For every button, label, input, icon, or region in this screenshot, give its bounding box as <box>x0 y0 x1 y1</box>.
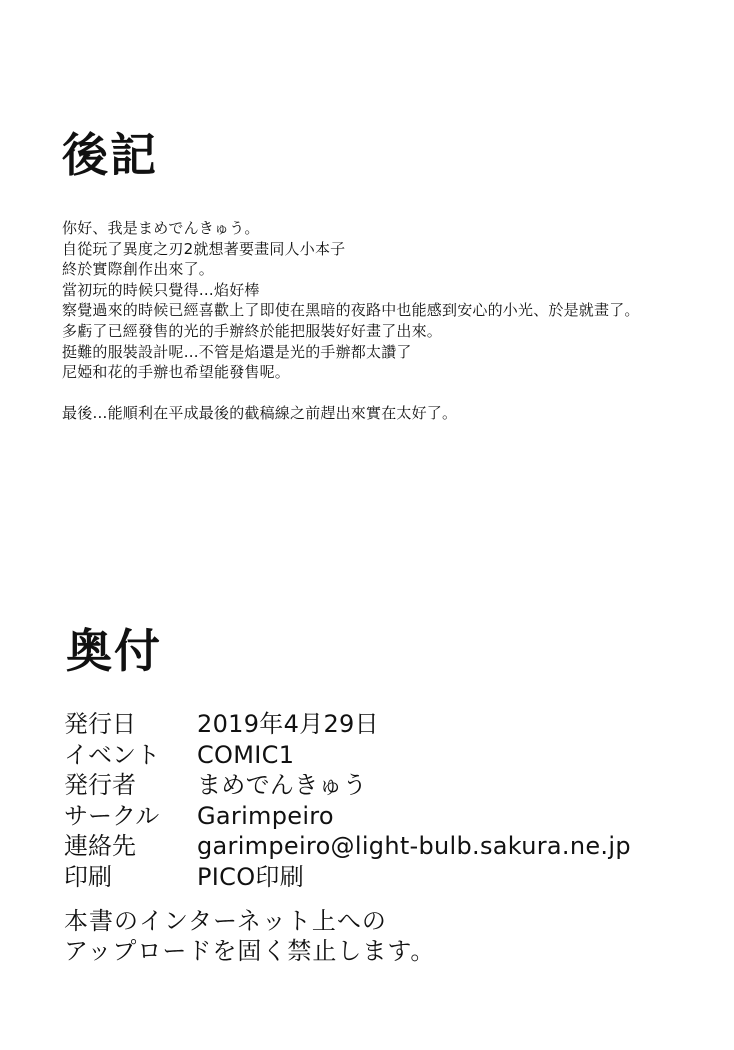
colophon-value: Garimpeiro <box>197 801 334 830</box>
notice-line: 本書のインターネット上への <box>64 907 387 935</box>
afterword-line: 察覺過來的時候已經喜歡上了即使在黑暗的夜路中也能感到安心的小光、於是就畫了。 <box>62 301 640 320</box>
colophon-value: PICO印刷 <box>197 862 304 891</box>
afterword-line: 多虧了已經發售的光的手辦終於能把服裝好好畫了出來。 <box>62 321 443 340</box>
afterword-line: 你好、我是まめでんきゅう。 <box>62 219 260 237</box>
afterword-body <box>62 218 722 424</box>
afterword-line: 最後…能順利在平成最後的截稿線之前趕出來實在太好了。 <box>62 404 458 423</box>
colophon-label: 印刷 <box>64 862 112 891</box>
colophon-value: garimpeiro@light-bulb.sakura.ne.jp <box>197 832 631 860</box>
colophon-label: 連絡先 <box>64 832 136 860</box>
colophon-row-printer <box>64 862 684 893</box>
colophon-row-publisher <box>64 770 684 801</box>
colophon-label: 発行者 <box>64 771 136 799</box>
colophon-row-circle <box>64 801 684 832</box>
afterword-line: 終於實際創作出來了。 <box>62 260 215 279</box>
afterword-blank-line <box>62 383 722 404</box>
afterword-line: 尼婭和花的手辦也希望能發售呢。 <box>62 363 291 382</box>
colophon-value: 2019年4月29日 <box>197 710 379 738</box>
colophon-value: まめでんきゅう <box>197 771 368 799</box>
colophon-table <box>64 709 684 892</box>
colophon-label: 発行日 <box>64 710 136 738</box>
afterword-line: 當初玩的時候只覺得…焰好棒 <box>62 280 260 299</box>
colophon-row-event <box>64 740 684 771</box>
colophon-row-release-date <box>64 709 684 740</box>
afterword-line: 自從玩了異度之刃2就想著要畫同人小本子 <box>62 239 346 258</box>
colophon-label: イベント <box>64 740 160 769</box>
colophon-label: サークル <box>64 801 160 830</box>
upload-prohibition-notice <box>64 906 435 966</box>
afterword-line: 挺難的服裝設計呢…不管是焰還是光的手辦都太讚了 <box>62 342 412 361</box>
colophon-title: 奥付 <box>66 624 162 678</box>
colophon-value: COMIC1 <box>197 740 295 769</box>
afterword-title: 後記 <box>62 128 158 182</box>
colophon-row-contact <box>64 831 684 862</box>
notice-line: アップロードを固く禁止します。 <box>64 937 436 965</box>
